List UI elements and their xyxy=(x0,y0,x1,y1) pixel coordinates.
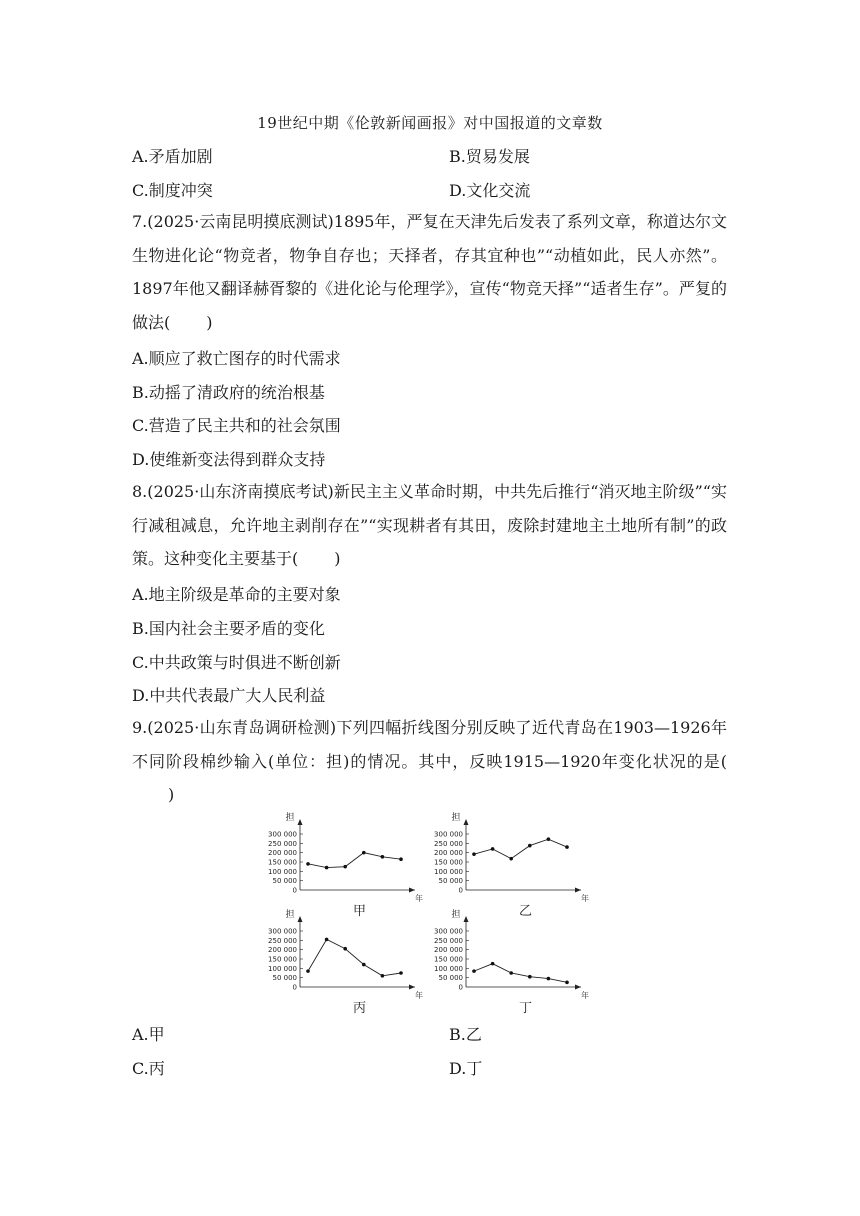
y-tick-label: 0 xyxy=(458,886,463,895)
y-axis-arrow xyxy=(464,916,469,922)
data-point xyxy=(362,851,366,855)
q8-stem-end: ) xyxy=(334,549,341,568)
q6-option-c[interactable]: C.制度冲突 xyxy=(132,181,213,200)
chart-title: 甲 xyxy=(352,904,367,919)
data-point xyxy=(547,977,551,981)
x-axis-label: 年 xyxy=(415,991,423,1000)
y-tick-label: 100 000 xyxy=(434,964,463,973)
y-tick-label: 50 000 xyxy=(272,877,297,886)
q7-option-b[interactable]: B.动摇了清政府的统治根基 xyxy=(132,383,325,402)
q8-option-b[interactable]: B.国内社会主要矛盾的变化 xyxy=(132,619,325,638)
q8-option-a[interactable]: A.地主阶级是革命的主要对象 xyxy=(132,585,341,604)
data-point xyxy=(472,852,476,856)
data-point xyxy=(509,857,513,861)
data-point xyxy=(381,974,385,978)
q9-stem-end: ) xyxy=(168,785,175,804)
series-line xyxy=(474,964,567,983)
data-point xyxy=(306,969,310,973)
q9-option-c[interactable]: C.丙 xyxy=(132,1059,165,1078)
y-tick-label: 100 000 xyxy=(268,964,297,973)
data-point xyxy=(528,844,532,848)
y-tick-label: 50 000 xyxy=(438,877,463,886)
chart-title: 丙 xyxy=(352,1001,367,1016)
q9-option-b[interactable]: B.乙 xyxy=(449,1025,482,1044)
q8-option-d[interactable]: D.中共代表最广大人民利益 xyxy=(132,686,326,705)
y-tick-label: 150 000 xyxy=(434,955,463,964)
data-point xyxy=(528,975,532,979)
y-tick-label: 200 000 xyxy=(268,946,297,955)
q6-option-b[interactable]: B.贸易发展 xyxy=(449,147,530,166)
y-axis-label: 担 xyxy=(285,910,295,920)
y-tick-label: 0 xyxy=(292,886,297,895)
data-point xyxy=(491,962,495,966)
y-tick-label: 250 000 xyxy=(434,936,463,945)
y-axis-label: 担 xyxy=(285,813,295,823)
y-tick-label: 150 000 xyxy=(268,858,297,867)
data-point xyxy=(472,969,476,973)
y-tick-label: 300 000 xyxy=(268,830,297,839)
y-tick-label: 250 000 xyxy=(268,839,297,848)
x-axis-label: 年 xyxy=(581,894,589,903)
chart-1 xyxy=(268,811,423,919)
y-tick-label: 100 000 xyxy=(268,867,297,876)
y-axis-arrow xyxy=(464,819,469,825)
data-point xyxy=(306,862,310,866)
q7-option-c[interactable]: C.营造了民主共和的社会氛围 xyxy=(132,416,341,435)
data-point xyxy=(491,847,495,851)
y-tick-label: 200 000 xyxy=(434,849,463,858)
series-line xyxy=(474,839,567,858)
y-tick-label: 0 xyxy=(292,983,297,992)
y-tick-label: 250 000 xyxy=(434,839,463,848)
q9-option-a[interactable]: A.甲 xyxy=(132,1025,165,1044)
x-axis-arrow xyxy=(575,985,581,990)
y-tick-label: 250 000 xyxy=(268,936,297,945)
data-point xyxy=(399,857,403,861)
y-tick-label: 300 000 xyxy=(268,927,297,936)
data-point xyxy=(547,837,551,841)
data-point xyxy=(325,866,329,870)
y-tick-label: 150 000 xyxy=(434,858,463,867)
series-line xyxy=(308,853,401,868)
x-axis-label: 年 xyxy=(415,894,423,903)
data-point xyxy=(399,971,403,975)
q7-option-a[interactable]: A.顺应了救亡图存的时代需求 xyxy=(132,349,341,368)
q9-stem-text: 9.(2025·山东青岛调研检测)下列四幅折线图分别反映了近代青岛在1903—1926年不同阶段棉纱输入(单位：担)的情况。其中，反映1915—1920年变化状况的是( xyxy=(132,718,727,771)
chart-3 xyxy=(268,908,423,1016)
x-axis-arrow xyxy=(575,888,581,893)
x-axis-arrow xyxy=(409,985,415,990)
data-point xyxy=(509,971,513,975)
y-tick-label: 200 000 xyxy=(268,849,297,858)
data-point xyxy=(343,947,347,951)
q7-stem-end: ) xyxy=(206,312,213,332)
chart-2 xyxy=(434,811,589,919)
y-axis-label: 担 xyxy=(451,813,461,823)
y-tick-label: 150 000 xyxy=(268,955,297,964)
chart-title: 乙 xyxy=(518,904,533,919)
data-point xyxy=(565,845,569,849)
y-tick-label: 100 000 xyxy=(434,867,463,876)
x-axis-label: 年 xyxy=(581,991,589,1000)
q8-option-c[interactable]: C.中共政策与时俱进不断创新 xyxy=(132,653,341,672)
x-axis-arrow xyxy=(409,888,415,893)
chart-caption: 19世纪中期《伦敦新闻画报》对中国报道的文章数 xyxy=(257,114,603,132)
chart-4 xyxy=(434,908,589,1016)
data-point xyxy=(381,855,385,859)
data-point xyxy=(362,963,366,967)
y-axis-label: 担 xyxy=(451,910,461,920)
y-tick-label: 0 xyxy=(458,983,463,992)
y-tick-label: 300 000 xyxy=(434,927,463,936)
y-axis-arrow xyxy=(298,819,303,825)
y-tick-label: 300 000 xyxy=(434,830,463,839)
q8-stem-text: 8.(2025·山东济南摸底考试)新民主主义革命时期，中共先后推行“消灭地主阶级”“实行减租减息，允许地主剥削存在”“实现耕者有其田，废除封建地主土地所有制”的政策。这种变化主要基于( xyxy=(132,482,727,568)
data-point xyxy=(343,865,347,869)
y-axis-arrow xyxy=(298,916,303,922)
q7-stem-text: 7.(2025·云南昆明摸底测试)1895年，严复在天津先后发表了系列文章，称道达尔文生物进化论“物竞者，物争自存也；天择者，存其宜种也”“动植如此，民人亦然”。1897年他又翻译赫胥黎的《进化论与伦理学》，宣传“物竞天择”“适者生存”。严复的做法( xyxy=(132,212,727,332)
y-tick-label: 200 000 xyxy=(434,946,463,955)
series-line xyxy=(308,939,401,975)
y-tick-label: 50 000 xyxy=(438,974,463,983)
data-point xyxy=(325,938,329,942)
data-point xyxy=(565,981,569,985)
q9-option-d[interactable]: D.丁 xyxy=(449,1059,483,1078)
y-tick-label: 50 000 xyxy=(272,974,297,983)
q7-option-d[interactable]: D.使维新变法得到群众支持 xyxy=(132,450,326,469)
chart-title: 丁 xyxy=(518,1001,533,1016)
q6-option-a[interactable]: A.矛盾加剧 xyxy=(132,147,213,166)
q6-option-d[interactable]: D.文化交流 xyxy=(449,181,531,200)
